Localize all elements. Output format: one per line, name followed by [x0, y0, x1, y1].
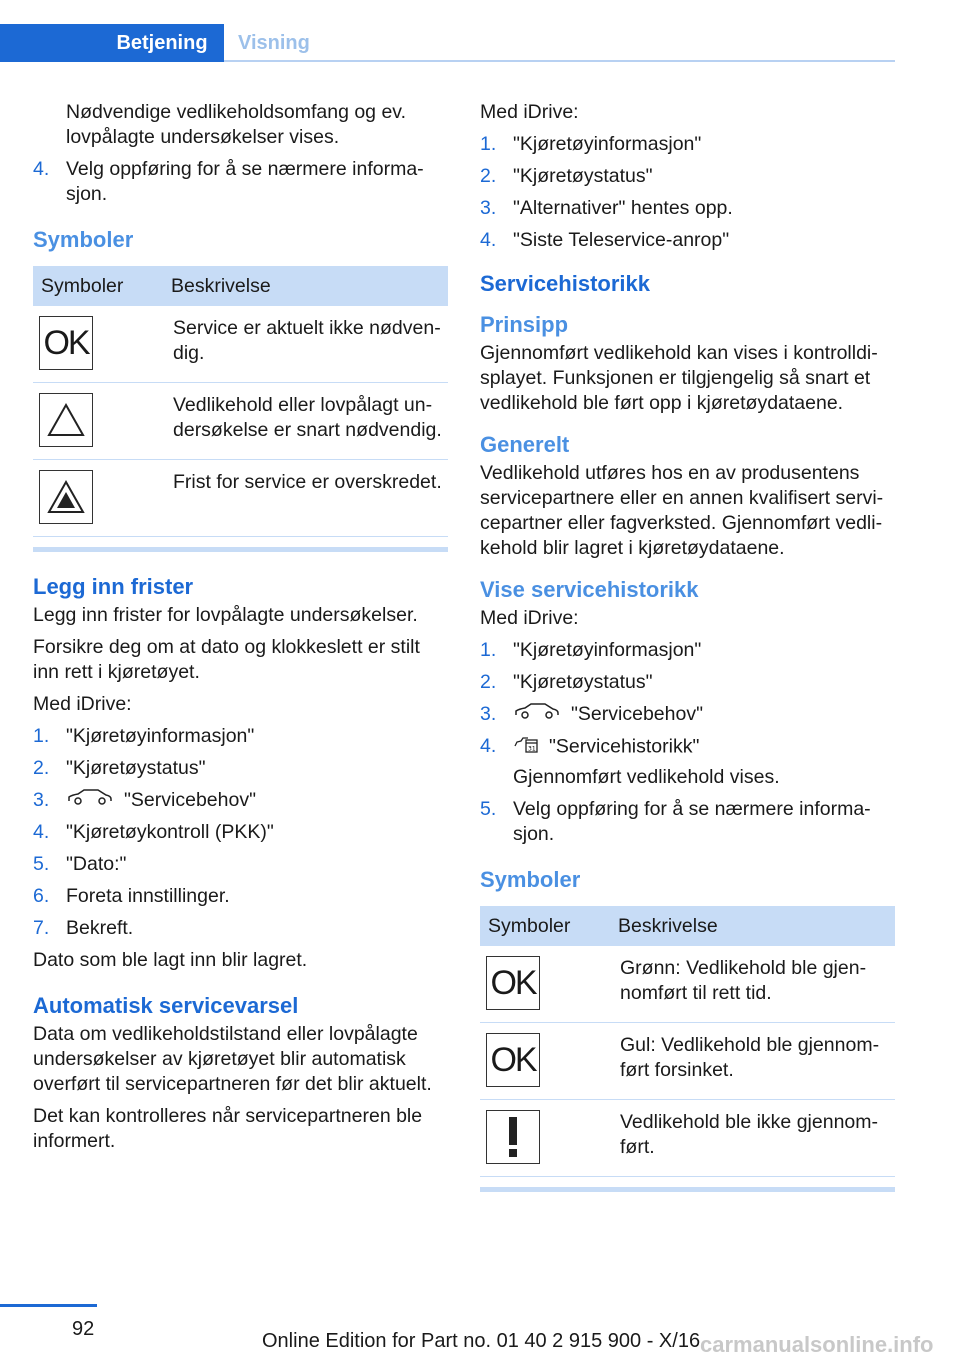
- table-bottom-bar: [480, 1187, 895, 1192]
- list-item: 4. "Kjøretøykontroll (PKK)": [33, 821, 274, 844]
- intro-paragraph: Nødvendige vedlikeholdsomfang og ev. lovpålagte undersøkelser vises.: [66, 101, 407, 148]
- paragraph: Legg inn frister for lovpålagte undersøkelser.: [33, 604, 418, 626]
- tab-betjening[interactable]: Betjening: [0, 24, 224, 62]
- right-column: [480, 100, 895, 1214]
- paragraph: Med iDrive:: [480, 607, 579, 629]
- table-header: Beskrivelse: [163, 266, 448, 306]
- list-item: 1. "Kjøretøyinformasjon": [33, 725, 255, 747]
- list-item: 4. Velg oppføring for å se nærmere informa‐sjon.: [33, 158, 424, 205]
- list-item: 4. 31 "Servicehistorikk": [480, 734, 895, 761]
- list-item: 3. "Servicebehov": [480, 702, 895, 727]
- step-list-teleservice: [480, 132, 895, 253]
- list-item: 1. "Kjøretøyinformasjon": [480, 133, 702, 155]
- symbols-heading: Symboler: [480, 867, 581, 893]
- car-icon: [513, 702, 561, 727]
- table-row: OK Gul: Vedlikehold ble gjennom‐ført forsinket.: [480, 1023, 895, 1100]
- step-list-historikk-cont: [480, 797, 895, 847]
- paragraph: Data om vedlikeholdstilstand eller lovpålagte undersøkelser av kjøretøyet blir automatisk overført til servicepartneren før det blir aktuelt.: [33, 1023, 432, 1096]
- car-icon: [66, 788, 114, 813]
- overdue-triangle-icon: [39, 470, 93, 524]
- list-item: 1. "Kjøretøyinformasjon": [480, 639, 702, 661]
- symbols-heading: Symboler: [33, 227, 134, 252]
- prinsipp-heading: Prinsipp: [480, 312, 569, 337]
- table-row: Vedlikehold eller lovpålagt un‐dersøkelse er snart nødvendig.: [33, 383, 448, 460]
- watermark: carmanualsonline.info: [700, 1332, 934, 1357]
- paragraph: Forsikre deg om at dato og klokkeslett er stilt inn rett i kjøretøyet.: [33, 636, 420, 683]
- table-header: Beskrivelse: [610, 906, 895, 946]
- table-row: OK Service er aktuelt ikke nødven‐dig.: [33, 306, 448, 383]
- list-item: 5. Velg oppføring for å se nærmere informa‐sjon.: [480, 798, 871, 846]
- paragraph: Med iDrive:: [33, 693, 132, 715]
- service-history-icon: [513, 734, 539, 761]
- footer-divider: [0, 1304, 97, 1307]
- exclamation-icon: [486, 1110, 540, 1164]
- tab-visning[interactable]: Visning: [238, 31, 310, 54]
- paragraph: Gjennomført vedlikehold vises.: [513, 766, 780, 789]
- automatisk-servicevarsel-heading: Automatisk servicevarsel: [33, 993, 299, 1019]
- step-list-top: [33, 157, 448, 207]
- symbols-table: [480, 906, 895, 1177]
- list-item: 2. "Kjøretøystatus": [33, 757, 206, 779]
- ok-yellow-icon: OK: [486, 1033, 540, 1087]
- table-header: Symboler: [480, 906, 610, 946]
- list-item: 5. "Dato:": [33, 853, 127, 876]
- svg-text:31: 31: [528, 745, 536, 753]
- list-item: 2. "Kjøretøystatus": [480, 165, 653, 187]
- list-item: 7. Bekreft.: [33, 917, 134, 940]
- paragraph: Dato som ble lagt inn blir lagret.: [33, 949, 308, 972]
- list-item: 6. Foreta innstillinger.: [33, 885, 230, 908]
- ok-icon: OK: [39, 316, 93, 370]
- table-header: Symboler: [33, 266, 163, 306]
- list-item: 2. "Kjøretøystatus": [480, 671, 653, 693]
- list-item: 4. "Siste Teleservice-anrop": [480, 229, 730, 251]
- edition-text: Online Edition for Part no. 01 40 2 915 900 - X/16: [262, 1330, 701, 1352]
- table-row: Vedlikehold ble ikke gjennom‐ført.: [480, 1100, 895, 1177]
- step-list-historikk: [480, 638, 895, 761]
- paragraph: Vedlikehold utføres hos en av produsentens servicepartnere eller en annen kvalifisert servi‐cepartner eller fagverksted. Gjennomført vedli‐kehold blir lagret i kjøretøydataene.: [480, 462, 884, 559]
- step-list-frister: [33, 724, 448, 941]
- list-item: 3. "Alternativer" hentes opp.: [480, 197, 733, 219]
- left-column: [33, 100, 448, 1161]
- header-divider: [224, 60, 895, 62]
- table-row: OK Grønn: Vedlikehold ble gjen‐nomført til rett tid.: [480, 946, 895, 1023]
- table-row: Frist for service er overskredet.: [33, 460, 448, 537]
- generelt-heading: Generelt: [480, 432, 570, 457]
- paragraph: Det kan kontrolleres når servicepartneren ble informert.: [33, 1105, 423, 1153]
- legg-inn-frister-heading: Legg inn frister: [33, 574, 194, 599]
- paragraph: Med iDrive:: [480, 101, 579, 123]
- vise-servicehistorikk-heading: Vise servicehistorikk: [480, 577, 699, 602]
- symbols-table: [33, 266, 448, 537]
- paragraph: Gjennomført vedlikehold kan vises i kontrolldi‐splayet. Funksjonen er tilgjengelig så snart et vedlikehold ble ført opp i kjøretøydataene.: [480, 342, 878, 414]
- page-header: [0, 0, 960, 62]
- list-item: 3. "Servicebehov": [33, 788, 448, 813]
- ok-green-icon: OK: [486, 956, 540, 1010]
- servicehistorikk-heading: Servicehistorikk: [480, 271, 650, 296]
- table-bottom-bar: [33, 547, 448, 552]
- page-number: 92: [72, 1318, 95, 1340]
- warning-triangle-icon: [39, 393, 93, 447]
